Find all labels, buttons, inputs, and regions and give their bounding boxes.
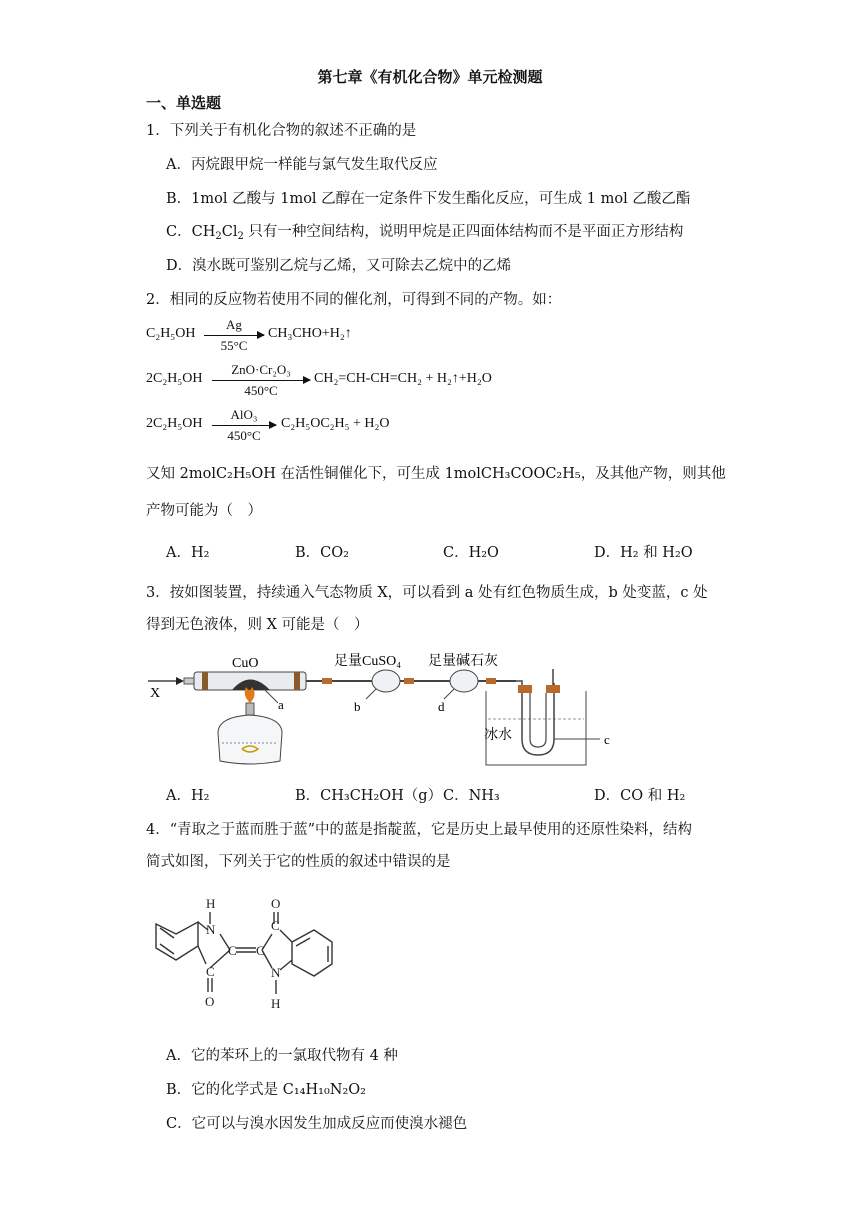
stopper-u-left bbox=[518, 685, 532, 693]
atom-c-4: C bbox=[271, 918, 280, 933]
tube-inlet bbox=[184, 678, 194, 684]
label-c: c bbox=[604, 732, 610, 747]
q3-text-line1: 3．按如图装置，持续通入气态物质 X，可以看到 a 处有红色物质生成，b 处变蓝，c 处 bbox=[146, 585, 708, 601]
label-a: a bbox=[278, 697, 284, 712]
atom-h-bottom: H bbox=[271, 996, 281, 1011]
q1-option-d: D．溴水既可鉴别乙烷与乙烯，又可除去乙烷中的乙烯 bbox=[166, 258, 512, 274]
atom-o-top: O bbox=[271, 896, 281, 911]
connector-joint-3 bbox=[486, 678, 496, 684]
q4-text-line2: 简式如图，下列关于它的性质的叙述中错误的是 bbox=[146, 854, 451, 870]
label-d: d bbox=[438, 699, 445, 714]
label-cuso4: 足量CuSO₄ bbox=[334, 654, 402, 669]
section-heading: 一、单选题 bbox=[146, 94, 222, 112]
equation-1-temp: 55°C bbox=[220, 338, 248, 353]
equation-3-arrow bbox=[212, 425, 276, 426]
q2-stem: 2．相同的反应物若使用不同的催化剂，可得到不同的产物。如： bbox=[146, 292, 562, 308]
connector-joint-2 bbox=[404, 678, 414, 684]
connector-joint-1 bbox=[322, 678, 332, 684]
atom-c-1: C bbox=[228, 943, 237, 958]
q3-option-b: B．CH₃CH₂OH（g） bbox=[295, 788, 443, 804]
u-tube-inner bbox=[530, 693, 546, 747]
drying-tube-b bbox=[372, 670, 400, 692]
equation-3-right: C₂H₅OC₂H₅ + H₂O bbox=[281, 416, 390, 431]
q4-option-c: C．它可以与溴水因发生加成反应而使溴水褪色 bbox=[166, 1116, 468, 1132]
q2-text-line1: 又知 2molC₂H₅OH 在活性铜催化下，可生成 1molCH₃COOC₂H₅，及其他产物，则其他 bbox=[146, 466, 726, 482]
label-lime: 足量碱石灰 bbox=[428, 654, 498, 669]
q4-text-line1: 4．“青取之于蓝而胜于蓝”中的蓝是指靛蓝，它是历史上最早使用的还原性染料，结构 bbox=[146, 822, 693, 838]
equation-1-catalyst: Ag bbox=[226, 317, 242, 332]
leader-a bbox=[264, 689, 278, 703]
q1-option-b: B．1mol 乙酸与 1mol 乙醇在一定条件下发生酯化反应，可生成 1 mol 乙酸乙酯 bbox=[166, 191, 691, 207]
q1-option-c: C．$CH_2Cl_2$ 只有一种空间结构，说明甲烷是正四面体结构而不是平面正方形结构 bbox=[166, 224, 684, 242]
label-x: X bbox=[150, 686, 161, 701]
atom-c-2: C bbox=[206, 964, 215, 979]
indigo-structure bbox=[146, 884, 336, 1022]
bond-c4-ring bbox=[280, 930, 292, 942]
apparatus-diagram bbox=[146, 643, 636, 771]
left-benzene-inner-2 bbox=[160, 944, 174, 954]
atom-n-right: N bbox=[271, 965, 281, 980]
q2-text-line2: 产物可能为（ ） bbox=[146, 503, 262, 519]
equation-1-arrow bbox=[204, 335, 264, 336]
equation-1-left: C₂H₅OH bbox=[146, 326, 196, 341]
atom-c-3: C bbox=[256, 943, 265, 958]
q2-option-b: B．CO₂ bbox=[295, 545, 349, 561]
lamp-wick-holder bbox=[246, 703, 254, 715]
leader-b bbox=[366, 689, 376, 699]
page-title: 第七章《有机化合物》单元检测题 bbox=[317, 68, 543, 86]
q1-option-a: A．丙烷跟甲烷一样能与氯气发生取代反应 bbox=[166, 157, 438, 173]
alcohol-lamp bbox=[218, 715, 282, 764]
atom-n-left: N bbox=[206, 922, 216, 937]
bond-ring-c2 bbox=[198, 946, 206, 964]
q3-option-c: C．NH₃ bbox=[443, 788, 500, 804]
q1-stem: 1．下列关于有机化合物的叙述不正确的是 bbox=[146, 123, 417, 139]
equation-2-right: CH₂=CH-CH=CH₂ + H₂↑+H₂O bbox=[314, 371, 492, 386]
bond-n2-ring bbox=[280, 960, 292, 970]
q4-option-a: A．它的苯环上的一氯取代物有 4 种 bbox=[166, 1048, 398, 1064]
right-benzene-outline bbox=[292, 930, 332, 976]
equation-2-arrow bbox=[212, 380, 310, 381]
stopper-right bbox=[294, 672, 300, 690]
equation-1-right: CH₃CHO+H₂↑ bbox=[268, 326, 352, 341]
equation-3-catalyst: AlO₃ bbox=[230, 407, 258, 422]
equation-2-catalyst: ZnO·Cr₂O₃ bbox=[231, 362, 291, 377]
atom-h-top: H bbox=[206, 896, 216, 911]
q3-text-line2: 得到无色液体，则 X 可能是（ ） bbox=[146, 617, 369, 633]
label-cuo: CuO bbox=[232, 656, 259, 671]
q3-option-a: A．H₂ bbox=[166, 788, 210, 804]
equation-3-left: 2C₂H₅OH bbox=[146, 416, 203, 431]
q2-option-d: D．H₂ 和 H₂O bbox=[594, 545, 693, 561]
arrow-head bbox=[176, 677, 184, 685]
atom-o-bottom: O bbox=[205, 994, 215, 1009]
drying-tube-d bbox=[450, 670, 478, 692]
q2-option-c: C．H₂O bbox=[443, 545, 499, 561]
stopper-u-right bbox=[546, 685, 560, 693]
label-ice-water: 冰水 bbox=[484, 728, 512, 743]
stopper-left bbox=[202, 672, 208, 690]
equation-2-left: 2C₂H₅OH bbox=[146, 371, 203, 386]
leader-d bbox=[444, 689, 454, 699]
left-benzene-outline bbox=[156, 922, 198, 960]
equation-3-temp: 450°C bbox=[227, 428, 261, 443]
equation-2-temp: 450°C bbox=[244, 383, 278, 398]
q4-option-b: B．它的化学式是 C₁₄H₁₀N₂O₂ bbox=[166, 1082, 366, 1098]
label-b: b bbox=[354, 699, 361, 714]
q2-option-a: A．H₂ bbox=[166, 545, 210, 561]
q3-option-d: D．CO 和 H₂ bbox=[594, 788, 686, 804]
